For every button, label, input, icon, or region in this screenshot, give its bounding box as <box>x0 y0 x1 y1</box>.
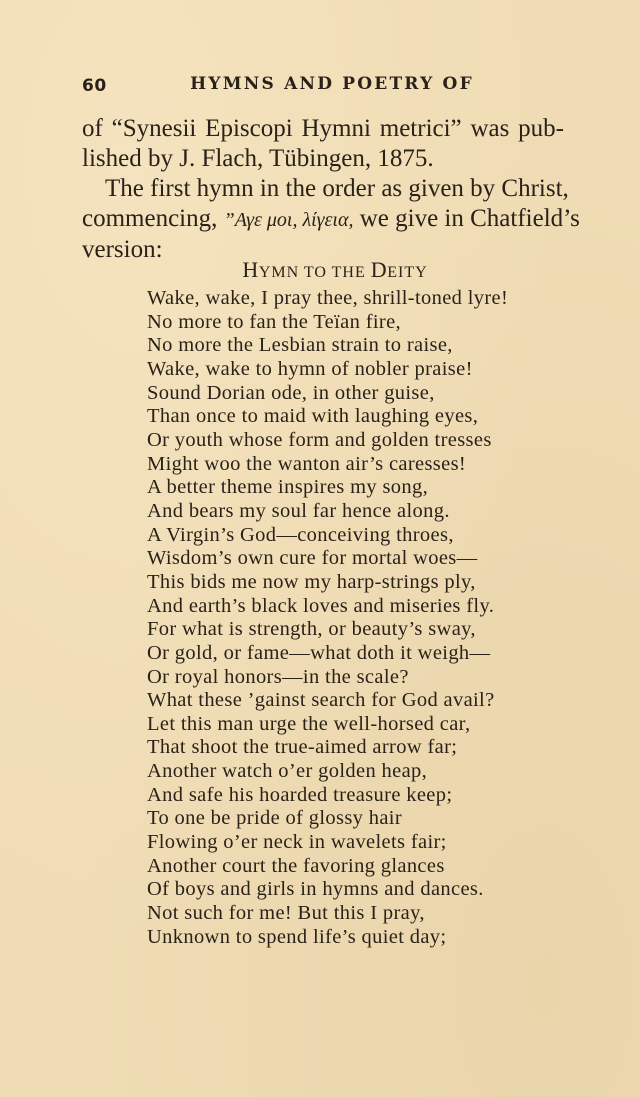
text-line: lished by J. Flach, Tübingen, 1875. <box>82 145 434 172</box>
poem-line: For what is strength, or beauty’s sway, <box>147 618 476 641</box>
poem-line: Or gold, or fame—what doth it weigh— <box>147 641 491 664</box>
page-number: 60 <box>82 76 107 96</box>
poem-line: A Virgin’s God—conceiving throes, <box>147 523 454 546</box>
poem-line: Might woo the wanton air’s caresses! <box>147 452 467 475</box>
poem-line: No more to fan the Teïan fire, <box>147 310 402 333</box>
poem-line: Unknown to spend life’s quiet day; <box>147 925 447 948</box>
paragraph-publication <box>82 114 564 174</box>
title-capital: D <box>370 257 388 282</box>
poem-line: Of boys and girls in hymns and dances. <box>147 878 484 901</box>
poem-line: A better theme inspires my song, <box>147 476 429 499</box>
poem-line: What these ’gainst search for God avail? <box>147 689 495 712</box>
poem-body <box>147 287 587 949</box>
poem-line: That shoot the true-aimed arrow far; <box>147 736 458 759</box>
poem-line: Sound Dorian ode, in other guise, <box>147 381 435 404</box>
poem-line: Wisdom’s own cure for mortal woes— <box>147 547 478 570</box>
text-segment: we give in Chatfield’s <box>353 205 580 232</box>
poem-line: Flowing o’er neck in wavelets fair; <box>147 831 447 854</box>
poem-line: This bids me now my harp-strings ply, <box>147 570 476 593</box>
poem-line: And bears my soul far hence along. <box>147 499 450 522</box>
paragraph-first-hymn <box>82 174 580 265</box>
title-capital: H <box>242 257 259 282</box>
title-smallcaps: EITY <box>387 264 428 281</box>
poem-line: And earth’s black loves and miseries fly. <box>147 594 495 617</box>
poem-line: Or royal honors—in the scale? <box>147 665 409 688</box>
poem-line: No more the Lesbian strain to raise, <box>147 334 453 357</box>
text-line: version: <box>82 236 163 263</box>
running-head <box>82 74 564 102</box>
poem-line: Another watch o’er golden heap, <box>147 760 428 783</box>
title-smallcaps: YMN TO THE <box>258 264 371 281</box>
poem-line: Or youth whose form and golden tresses <box>147 428 492 451</box>
poem-line: Wake, wake, I pray thee, shrill-toned lyre! <box>147 287 509 309</box>
greek-incipit: ”Αγε μοι, λίγεια, <box>223 209 354 231</box>
poem-line: Wake, wake to hymn of nobler praise! <box>147 357 473 380</box>
poem-title <box>0 257 640 283</box>
poem-line: Not such for me! But this I pray, <box>147 902 425 925</box>
poem-line: Than once to maid with laughing eyes, <box>147 405 479 428</box>
text-line: of “Synesii Episcopi Hymni metrici” was pub- <box>82 115 564 142</box>
prose-body <box>82 114 580 265</box>
poem-line: Another court the favoring glances <box>147 854 445 877</box>
text-line: The first hymn in the order as given by Christ, <box>105 175 569 202</box>
running-title: HYMNS AND POETRY OF <box>190 74 474 94</box>
poem-line: To one be pride of glossy hair <box>147 807 403 830</box>
text-segment: commencing, <box>82 205 224 232</box>
poem-line: And safe his hoarded treasure keep; <box>147 783 453 806</box>
poem-line: Let this man urge the well-horsed car, <box>147 712 471 735</box>
text-line <box>82 204 580 235</box>
